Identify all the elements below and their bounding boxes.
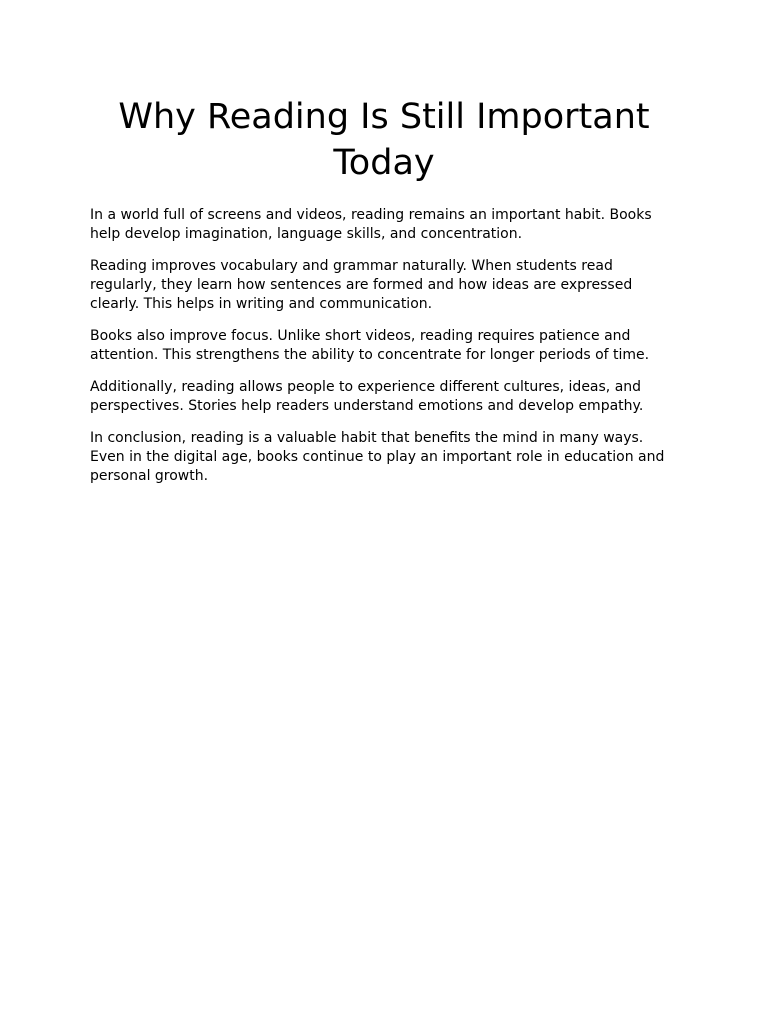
paragraph-intro: In a world full of screens and videos, reading remains an important habit. Books help develop imagination, language skills, and concentration. [90, 207, 652, 242]
paragraph-focus: Books also improve focus. Unlike short videos, reading requires patience and attention. This strengthens the ability to concentrate for longer periods of time. [90, 328, 650, 363]
paragraph-cultures: Additionally, reading allows people to experience different cultures, ideas, and perspectives. Stories help readers understand emotions and develop empathy. [90, 379, 644, 414]
document-title: Why Reading Is Still Important Today [118, 97, 650, 183]
paragraph-vocabulary: Reading improves vocabulary and grammar naturally. When students read regularly, they learn how sentences are formed and how ideas are expressed clearly. This helps in writing and communication. [90, 258, 633, 312]
paragraph-conclusion: In conclusion, reading is a valuable habit that benefits the mind in many ways. Even in the digital age, books continue to play an important role in education and personal growth. [90, 430, 665, 484]
document-page [90, 94, 678, 499]
